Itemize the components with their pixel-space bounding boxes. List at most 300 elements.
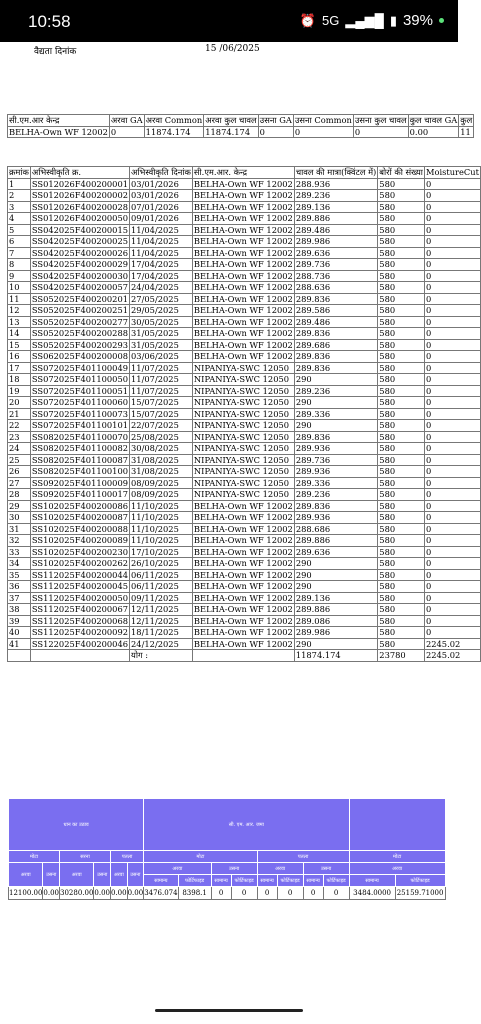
table-cell: 29/05/2025 xyxy=(130,305,193,317)
variety-header: सामान्य xyxy=(349,875,395,887)
table-cell: 39 xyxy=(8,615,31,627)
table-cell: 7 xyxy=(8,247,31,259)
table-cell: 580 xyxy=(378,500,425,512)
table-cell: 0 xyxy=(424,339,480,351)
table-cell: 580 xyxy=(378,408,425,420)
total-bags: 23780 xyxy=(378,650,425,662)
table-row xyxy=(8,592,481,604)
table-cell: SS112025F400200045 xyxy=(31,581,129,592)
rice-type-header: मोटा xyxy=(349,851,445,863)
status-time: 10:58 xyxy=(28,12,71,31)
table-cell: 580 xyxy=(378,466,425,478)
table-cell: 289.486 xyxy=(294,224,377,236)
table-cell: 290 xyxy=(294,581,377,593)
table-cell: 580 xyxy=(378,397,425,409)
column-header: क्रमांक xyxy=(9,167,29,178)
variety-header: फोर्टिफाइड xyxy=(231,875,257,887)
table-cell: 31/08/2025 xyxy=(130,454,193,466)
table-cell: 289.636 xyxy=(294,247,377,259)
status-bar xyxy=(0,0,458,42)
table-cell: 26/10/2025 xyxy=(130,558,193,570)
table-row xyxy=(8,339,481,351)
table-row xyxy=(8,293,481,305)
table-cell: SS042025F400200015 xyxy=(31,224,129,235)
purple-summary-panel[interactable] xyxy=(8,798,458,926)
summary-cell: 11 xyxy=(459,126,474,138)
summary-header-cell: अरवा कुल चावल xyxy=(205,115,257,126)
table-cell: 2245.02 xyxy=(424,638,480,650)
value-cell: 25159.71000 xyxy=(395,887,445,900)
rice-form-header: अरवा xyxy=(349,863,445,875)
variety-header: सामान्य xyxy=(257,875,277,887)
table-cell: SS072025F401100050 xyxy=(31,374,129,385)
summary-cell: 0 xyxy=(258,126,293,138)
table-row xyxy=(8,213,481,225)
table-cell: 37 xyxy=(8,592,31,604)
value-cell: 3476.074 xyxy=(144,887,178,900)
summary-header-row xyxy=(8,115,474,127)
table-cell: 580 xyxy=(378,443,425,455)
summary-header-cell: सी.एम.आर केन्द्र xyxy=(8,115,110,127)
table-cell: 289.836 xyxy=(294,431,377,443)
value-cell: 0.00 xyxy=(111,887,128,900)
summary-cell: BELHA-Own WF 12002 xyxy=(9,126,108,137)
table-cell: 580 xyxy=(378,362,425,374)
table-cell: 34 xyxy=(8,558,31,570)
table-cell: SS052025F400200251 xyxy=(31,305,129,316)
table-cell: 288.936 xyxy=(294,178,377,190)
value-cell: 30280.00 xyxy=(60,887,94,900)
value-cell: 0 xyxy=(277,887,303,900)
table-cell: 12/11/2025 xyxy=(130,604,193,616)
table-cell: SS072025F401100060 xyxy=(31,397,129,408)
table-cell: SS112025F400200044 xyxy=(31,569,129,580)
table-cell: BELHA-Own WF 12002 xyxy=(193,282,293,293)
table-cell: 27/05/2025 xyxy=(130,293,193,305)
rice-type-header: मोटा xyxy=(144,851,257,863)
table-cell: 0 xyxy=(424,558,480,570)
table-cell: 580 xyxy=(378,615,425,627)
table-cell: 14 xyxy=(8,328,31,340)
table-cell: 0 xyxy=(424,282,480,294)
table-row xyxy=(8,581,481,593)
table-cell: 0 xyxy=(424,247,480,259)
table-row xyxy=(8,328,481,340)
table-row xyxy=(8,523,481,535)
table-cell: BELHA-Own WF 12002 xyxy=(193,512,293,523)
table-cell: BELHA-Own WF 12002 xyxy=(193,247,293,258)
table-cell: SS102025F400200262 xyxy=(31,558,129,569)
column-header: अभिस्वीकृति क्र. xyxy=(30,167,129,179)
table-cell: 0 xyxy=(424,546,480,558)
table-cell: 289.836 xyxy=(294,293,377,305)
table-cell: 17/04/2025 xyxy=(130,270,193,282)
table-cell: 22 xyxy=(8,420,31,432)
table-cell: BELHA-Own WF 12002 xyxy=(193,190,293,201)
value-cell: 0.00 xyxy=(127,887,144,900)
rice-type-header: सरना xyxy=(60,851,111,863)
table-cell: 580 xyxy=(378,385,425,397)
table-cell: 0 xyxy=(424,627,480,639)
table-cell: 580 xyxy=(378,282,425,294)
table-cell: 0 xyxy=(424,385,480,397)
privacy-dot-icon xyxy=(439,18,444,23)
table-cell: 580 xyxy=(378,213,425,225)
column-header: अभिस्वीकृति दिनांक xyxy=(131,167,191,178)
table-cell: 11/04/2025 xyxy=(130,224,193,236)
table-cell: 11/10/2025 xyxy=(130,535,193,547)
table-cell: 288.686 xyxy=(294,523,377,535)
table-cell: 09/11/2025 xyxy=(130,592,193,604)
table-cell: NIPANIYA-SWC 12050 xyxy=(192,477,294,489)
table-cell: 03/01/2026 xyxy=(130,178,193,190)
table-cell: SS042025F400200025 xyxy=(31,236,129,247)
column-header: चावल की मात्रा(क्विंटल में) xyxy=(295,167,377,178)
summary-header-cell: कुल xyxy=(460,115,473,126)
table-cell: SS052025F400200277 xyxy=(31,316,129,327)
table-cell: 289.736 xyxy=(294,454,377,466)
table-cell: 580 xyxy=(378,638,425,650)
table-cell: 12 xyxy=(8,305,31,317)
table-cell: BELHA-Own WF 12002 xyxy=(193,604,293,615)
variety-header: फोर्टिफाइड xyxy=(323,875,349,887)
rice-form-header: उसना xyxy=(127,863,144,887)
table-cell: BELHA-Own WF 12002 xyxy=(193,270,293,281)
table-cell: BELHA-Own WF 12002 xyxy=(193,316,293,327)
table-cell: SS082025F401100100 xyxy=(31,466,129,477)
table-cell: 11/07/2025 xyxy=(130,374,193,386)
table-cell: SS042025F400200029 xyxy=(31,259,129,270)
navigation-bar xyxy=(0,996,458,1024)
table-cell: BELHA-Own WF 12002 xyxy=(193,558,293,569)
table-row xyxy=(8,282,481,294)
table-cell: 0 xyxy=(424,178,480,190)
table-cell: 0 xyxy=(424,236,480,248)
table-cell: 0 xyxy=(424,362,480,374)
table-cell: BELHA-Own WF 12002 xyxy=(193,523,293,534)
table-cell: BELHA-Own WF 12002 xyxy=(193,236,293,247)
rice-form-header: अरवा xyxy=(60,863,94,887)
table-cell: 31/08/2025 xyxy=(130,466,193,478)
table-row xyxy=(8,546,481,558)
table-cell: 580 xyxy=(378,454,425,466)
value-cell: 0 xyxy=(211,887,231,900)
table-cell: 289.886 xyxy=(294,535,377,547)
table-cell: SS082025F401100070 xyxy=(31,431,129,442)
table-cell: BELHA-Own WF 12002 xyxy=(193,293,293,304)
table-cell: 580 xyxy=(378,339,425,351)
values-row xyxy=(9,887,446,900)
table-row xyxy=(8,247,481,259)
table-cell: 36 xyxy=(8,581,31,593)
table-row xyxy=(8,236,481,248)
table-cell: 11/04/2025 xyxy=(130,247,193,259)
table-cell: BELHA-Own WF 12002 xyxy=(193,638,293,649)
table-cell: 289.486 xyxy=(294,316,377,328)
table-cell: 289.936 xyxy=(294,512,377,524)
table-cell: 0 xyxy=(424,523,480,535)
table-cell: 0 xyxy=(424,190,480,202)
table-cell: 289.136 xyxy=(294,592,377,604)
table-row xyxy=(8,569,481,581)
table-cell: 0 xyxy=(424,270,480,282)
table-cell: BELHA-Own WF 12002 xyxy=(193,615,293,626)
table-cell: 0 xyxy=(424,615,480,627)
rice-form-header: अरवा xyxy=(257,863,303,875)
value-cell: 0 xyxy=(231,887,257,900)
table-cell: 06/11/2025 xyxy=(130,581,193,593)
column-header: सी.एम.आर. केन्द्र xyxy=(192,167,294,179)
table-cell: NIPANIYA-SWC 12050 xyxy=(192,454,294,466)
table-row xyxy=(8,397,481,409)
level3-header-row xyxy=(9,863,446,875)
table-cell: 08/09/2025 xyxy=(130,489,193,501)
table-cell: 15 xyxy=(8,339,31,351)
table-cell: 289.836 xyxy=(294,362,377,374)
table-cell: 08/09/2025 xyxy=(130,477,193,489)
table-cell: 580 xyxy=(378,374,425,386)
table-cell: 11/07/2025 xyxy=(130,385,193,397)
rice-type-header: मोटा xyxy=(9,851,60,863)
table-cell: 3 xyxy=(8,201,31,213)
table-cell: 0 xyxy=(424,477,480,489)
table-cell: 289.336 xyxy=(294,408,377,420)
table-cell: 0 xyxy=(424,420,480,432)
group-header-row xyxy=(9,799,446,851)
group-header: धान का उठाव xyxy=(9,799,144,851)
table-cell: 9 xyxy=(8,270,31,282)
table-cell: 30/08/2025 xyxy=(130,443,193,455)
table-row xyxy=(8,466,481,478)
rice-type-header: पतला xyxy=(257,851,349,863)
table-cell: 28 xyxy=(8,489,31,501)
total-empty xyxy=(30,650,129,662)
table-cell: 31 xyxy=(8,523,31,535)
table-cell: BELHA-Own WF 12002 xyxy=(193,500,293,511)
table-cell: 580 xyxy=(378,558,425,570)
table-cell: 290 xyxy=(294,558,377,570)
table-cell: 289.836 xyxy=(294,351,377,363)
table-cell: NIPANIYA-SWC 12050 xyxy=(192,431,294,443)
table-cell: 11 xyxy=(8,293,31,305)
table-cell: 580 xyxy=(378,477,425,489)
table-row xyxy=(8,374,481,386)
table-row xyxy=(8,627,481,639)
table-cell: 22/07/2025 xyxy=(130,420,193,432)
rice-form-header: अरवा xyxy=(9,863,43,887)
table-cell: 580 xyxy=(378,224,425,236)
table-cell: 0 xyxy=(424,328,480,340)
total-empty xyxy=(192,650,294,662)
value-cell: 0 xyxy=(257,887,277,900)
table-row xyxy=(8,178,481,190)
table-cell: SS112025F400200067 xyxy=(31,604,129,615)
group-header-empty xyxy=(349,799,445,851)
value-cell: 0 xyxy=(323,887,349,900)
table-cell: 290 xyxy=(294,397,377,409)
table-cell: BELHA-Own WF 12002 xyxy=(193,305,293,316)
table-cell: 12/11/2025 xyxy=(130,615,193,627)
home-gesture-handle[interactable] xyxy=(155,1009,303,1012)
table-cell: 17 xyxy=(8,362,31,374)
table-cell: 289.586 xyxy=(294,305,377,317)
table-cell: 289.136 xyxy=(294,201,377,213)
table-row xyxy=(8,558,481,570)
table-cell: 11/10/2025 xyxy=(130,523,193,535)
table-cell: SS012026F400200050 xyxy=(31,213,129,224)
value-cell: 0.00 xyxy=(43,887,60,900)
table-cell: 35 xyxy=(8,569,31,581)
table-cell: 09/01/2026 xyxy=(130,213,193,225)
variety-header: फोर्टिफाइड xyxy=(277,875,303,887)
table-cell: BELHA-Own WF 12002 xyxy=(193,546,293,557)
table-cell: SS012026F400200028 xyxy=(31,201,129,212)
table-row xyxy=(8,500,481,512)
table-cell: 290 xyxy=(294,569,377,581)
table-row xyxy=(8,615,481,627)
summary-cell: 0.00 xyxy=(408,126,459,138)
table-cell: 4 xyxy=(8,213,31,225)
table-row xyxy=(8,201,481,213)
table-row xyxy=(8,351,481,363)
table-cell: 580 xyxy=(378,190,425,202)
table-cell: 0 xyxy=(424,604,480,616)
table-cell: 16 xyxy=(8,351,31,363)
table-cell: 580 xyxy=(378,178,425,190)
table-cell: BELHA-Own WF 12002 xyxy=(193,581,293,592)
table-cell: NIPANIYA-SWC 12050 xyxy=(192,374,294,386)
table-cell: 580 xyxy=(378,581,425,593)
table-cell: 289.236 xyxy=(294,489,377,501)
table-cell: 5 xyxy=(8,224,31,236)
value-cell: 0 xyxy=(303,887,323,900)
table-cell: 580 xyxy=(378,259,425,271)
rice-form-header: अरवा xyxy=(144,863,211,875)
summary-cell: 11874.174 xyxy=(204,126,258,138)
table-cell: 0 xyxy=(424,489,480,501)
table-cell: 289.086 xyxy=(294,615,377,627)
table-cell: SS042025F400200026 xyxy=(31,247,129,258)
table-cell: 0 xyxy=(424,592,480,604)
table-cell: BELHA-Own WF 12002 xyxy=(193,339,293,350)
table-cell: 580 xyxy=(378,293,425,305)
column-header: MoistureCut xyxy=(425,167,479,178)
variety-header: सामान्य xyxy=(303,875,323,887)
table-cell: 580 xyxy=(378,546,425,558)
table-cell: BELHA-Own WF 12002 xyxy=(193,224,293,235)
summary-value-row xyxy=(8,126,474,138)
table-row xyxy=(8,316,481,328)
table-cell: SS072025F401100073 xyxy=(31,408,129,419)
table-cell: 580 xyxy=(378,604,425,616)
table-cell: 21 xyxy=(8,408,31,420)
table-cell: 18 xyxy=(8,374,31,386)
variety-header: सामान्य xyxy=(144,875,178,887)
table-cell: BELHA-Own WF 12002 xyxy=(193,627,293,638)
table-cell: 0 xyxy=(424,443,480,455)
total-moisture: 2245.02 xyxy=(424,650,480,662)
table-cell: NIPANIYA-SWC 12050 xyxy=(192,362,294,374)
table-cell: 24/04/2025 xyxy=(130,282,193,294)
acknowledgement-table xyxy=(7,166,481,662)
table-cell: 1 xyxy=(8,178,31,190)
value-cell: 3484.0000 xyxy=(349,887,395,900)
table-cell: 580 xyxy=(378,569,425,581)
table-cell: 17/04/2025 xyxy=(130,259,193,271)
table-cell: NIPANIYA-SWC 12050 xyxy=(192,420,294,432)
table-cell: 289.236 xyxy=(294,385,377,397)
table-cell: 289.636 xyxy=(294,546,377,558)
rice-type-header: पतला xyxy=(111,851,144,863)
table-cell: SS072025F401100101 xyxy=(31,420,129,431)
value-cell: 12100.00 xyxy=(9,887,43,900)
table-row xyxy=(8,305,481,317)
table-row xyxy=(8,362,481,374)
acknowledgement-table-body xyxy=(8,167,481,662)
table-cell: 15/07/2025 xyxy=(130,397,193,409)
table-cell: 30 xyxy=(8,512,31,524)
rice-form-header: अरवा xyxy=(111,863,128,887)
summary-cell: 0 xyxy=(293,126,353,138)
column-header: बोरों की संख्या xyxy=(379,167,423,178)
rice-form-header: उसना xyxy=(211,863,257,875)
table-cell: 23 xyxy=(8,431,31,443)
variety-header: सामान्य xyxy=(211,875,231,887)
table-cell: 0 xyxy=(424,351,480,363)
table-row xyxy=(8,270,481,282)
table-cell: 0 xyxy=(424,512,480,524)
table-cell: 38 xyxy=(8,604,31,616)
table-row xyxy=(8,535,481,547)
table-cell: 580 xyxy=(378,247,425,259)
table-cell: 0 xyxy=(424,224,480,236)
battery-percent: 39% xyxy=(402,12,433,29)
table-cell: SS012026F400200001 xyxy=(31,178,129,189)
table-cell: 580 xyxy=(378,627,425,639)
table-cell: 26 xyxy=(8,466,31,478)
table-cell: NIPANIYA-SWC 12050 xyxy=(192,443,294,455)
variety-header: फोर्टिफाइड xyxy=(395,875,445,887)
lifting-deposit-table xyxy=(8,798,446,900)
table-row xyxy=(8,489,481,501)
table-cell: 580 xyxy=(378,431,425,443)
group-header: सी. एम. आर. जमा xyxy=(144,799,349,851)
table-cell: 0 xyxy=(424,569,480,581)
table-cell: 580 xyxy=(378,328,425,340)
table-row xyxy=(8,385,481,397)
table-cell: 31/05/2025 xyxy=(130,339,193,351)
table-cell: BELHA-Own WF 12002 xyxy=(193,328,293,339)
table-cell: 07/01/2026 xyxy=(130,201,193,213)
table-row xyxy=(8,638,481,650)
total-row xyxy=(8,650,481,662)
table-cell: 580 xyxy=(378,420,425,432)
value-cell: 0.00 xyxy=(94,887,111,900)
summary-header-cell: उसना कुल चावल xyxy=(354,115,407,126)
table-cell: 289.336 xyxy=(294,477,377,489)
table-cell: BELHA-Own WF 12002 xyxy=(193,592,293,603)
table-cell: BELHA-Own WF 12002 xyxy=(193,569,293,580)
table-cell: 27 xyxy=(8,477,31,489)
table-cell: 289.236 xyxy=(294,190,377,202)
table-cell: 289.836 xyxy=(294,500,377,512)
table-row xyxy=(8,420,481,432)
table-cell: 290 xyxy=(294,374,377,386)
table-cell: SS102025F400200230 xyxy=(31,546,129,557)
table-cell: 289.736 xyxy=(294,259,377,271)
table-cell: 290 xyxy=(294,638,377,650)
table-cell: 289.986 xyxy=(294,627,377,639)
